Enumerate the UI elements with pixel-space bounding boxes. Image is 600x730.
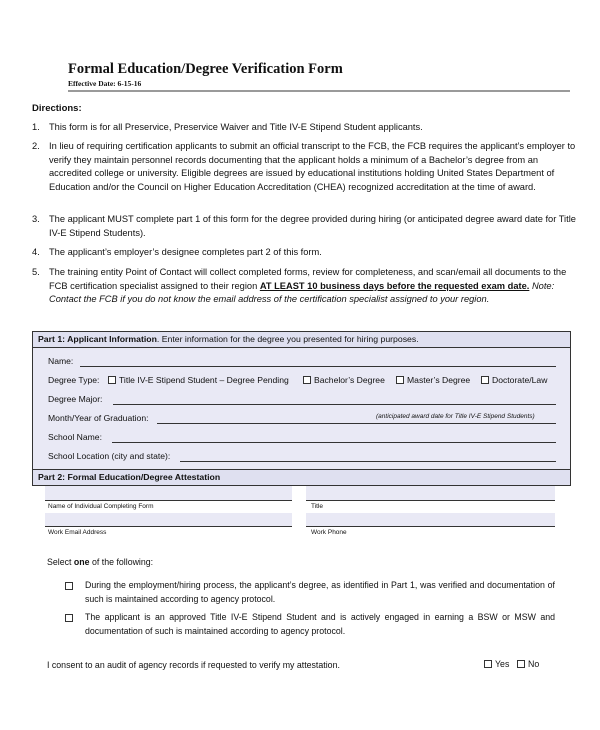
title-input-area[interactable] (306, 486, 555, 500)
name-completing-label: Name of Individual Completing Form (48, 503, 154, 510)
name-label: Name: (48, 356, 74, 366)
checkbox[interactable] (396, 376, 404, 384)
effective-date: Effective Date: 6-15-16 (68, 79, 142, 88)
direction-number: 5. (32, 267, 40, 277)
consent-no[interactable] (517, 659, 539, 669)
name-signature-line (45, 500, 292, 501)
degree-option-bachelors[interactable] (303, 375, 385, 385)
school-name-field[interactable] (112, 442, 556, 443)
direction-number: 3. (32, 214, 40, 224)
select-suffix: of the following: (89, 557, 154, 567)
degree-type-label: Degree Type: (48, 375, 100, 385)
form-title: Formal Education/Degree Verification Form (68, 61, 343, 77)
checkbox[interactable] (481, 376, 489, 384)
option-label: Doctorate/Law (492, 375, 548, 385)
direction-text-part: The training entity Point of Contact will collect completed forms, review for completeness, and scan/email all documents to the FCB certification specialist assigned to their region (49, 267, 567, 291)
direction-text: The applicant MUST complete part 1 of this form for the degree provided during hiring (or anticipated degree award date for Title IV-E Stipend Students). (49, 214, 576, 238)
direction-text: This form is for all Preservice, Preservice Waiver and Title IV-E Stipend Student applicants. (49, 122, 423, 132)
degree-option-masters[interactable] (396, 375, 470, 385)
school-location-field[interactable] (180, 461, 556, 462)
direction-item-1 (32, 121, 577, 135)
direction-text: The applicant’s employer’s designee completes part 2 of this form. (49, 247, 322, 257)
select-prefix: Select (47, 557, 74, 567)
direction-text (49, 266, 577, 307)
checkbox[interactable] (65, 582, 73, 590)
select-emphasis: one (73, 557, 90, 567)
directions-heading: Directions: (32, 103, 82, 114)
yes-label: Yes (495, 659, 510, 669)
email-input-area[interactable] (45, 513, 292, 526)
email-signature-line (45, 526, 292, 527)
direction-number: 4. (32, 247, 40, 257)
direction-note: Note: Contact the FCB if you do not know the email address of the certification specialist assigned to your region. (49, 280, 555, 305)
direction-item-3 (32, 213, 577, 240)
part1-header (32, 331, 571, 348)
graduation-field[interactable] (157, 423, 556, 424)
deadline-emphasis: AT LEAST 10 business days before the requested exam date. (259, 280, 530, 291)
school-name-label: School Name: (48, 432, 102, 442)
direction-text: In lieu of requiring certification applicants to submit an official transcript to the FCB, the FCB requires the applicant’s employer to verify they maintain personnel records documenting that the applicant holds a minimum of a Bachelor’s degree from an accredited college or university. Eligible degrees are issued by educational institutions holding United States Department of Education and/or the Council on Higher Education Accreditation (CHEA) recognized accreditation at the time of award. (49, 141, 576, 192)
major-field[interactable] (113, 404, 556, 405)
email-label: Work Email Address (48, 529, 107, 536)
consent-yes[interactable] (484, 659, 509, 669)
direction-number: 1. (32, 122, 40, 132)
checkbox[interactable] (484, 660, 492, 668)
option-text: The applicant is an approved Title IV-E Stipend Student and is actively engaged in earning a BSW or MSW and documentation of such is maintained according to agency protocol. (85, 612, 555, 636)
part1-title: Part 1: Applicant Information (38, 334, 157, 344)
attestation-option-2[interactable] (65, 611, 555, 638)
graduation-label: Month/Year of Graduation: (48, 413, 149, 423)
graduation-note: (anticipated award date for Title IV-E Stipend Students) (376, 413, 535, 420)
name-field[interactable] (80, 366, 556, 367)
major-label: Degree Major: (48, 394, 103, 404)
direction-item-5 (32, 266, 577, 307)
no-label: No (528, 659, 540, 669)
degree-option-doctorate[interactable] (481, 375, 547, 385)
checkbox[interactable] (65, 614, 73, 622)
phone-label: Work Phone (311, 529, 347, 536)
header-divider (68, 90, 570, 92)
option-label: Bachelor’s Degree (314, 375, 385, 385)
option-text: During the employment/hiring process, the applicant’s degree, as identified in Part 1, was verified and documentation of such is maintained according to agency protocol. (85, 580, 555, 604)
select-instruction (47, 557, 153, 567)
name-input-area[interactable] (45, 486, 292, 500)
phone-signature-line (306, 526, 555, 527)
title-label: Title (311, 503, 324, 510)
attestation-option-1[interactable] (65, 579, 555, 606)
checkbox[interactable] (108, 376, 116, 384)
school-location-label: School Location (city and state): (48, 451, 171, 461)
direction-item-4 (32, 246, 577, 260)
option-label: Master’s Degree (407, 375, 471, 385)
phone-input-area[interactable] (306, 513, 555, 526)
part1-instruction: . Enter information for the degree you presented for hiring purposes. (156, 334, 419, 344)
part2-header: Part 2: Formal Education/Degree Attestation (32, 469, 571, 486)
direction-number: 2. (32, 141, 40, 151)
checkbox[interactable] (517, 660, 525, 668)
consent-statement: I consent to an audit of agency records if requested to verify my attestation. (47, 660, 340, 670)
option-label: Title IV-E Stipend Student – Degree Pending (119, 375, 289, 385)
title-signature-line (306, 500, 555, 501)
degree-option-stipend[interactable] (108, 375, 289, 385)
checkbox[interactable] (303, 376, 311, 384)
part1-box (32, 331, 571, 470)
direction-item-2 (32, 140, 577, 194)
